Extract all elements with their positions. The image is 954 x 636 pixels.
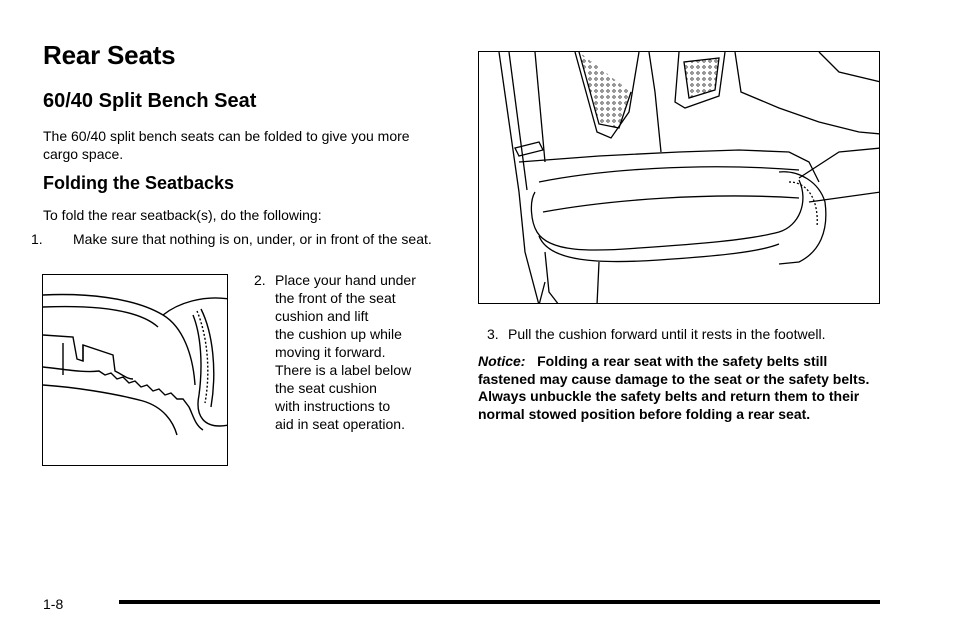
step-2-line: with instructions to [275,398,391,414]
step-2-line: There is a label below [275,362,412,378]
intro-paragraph: The 60/40 split bench seats can be folded to give you more cargo space. [43,128,410,162]
seat-cushion-illustration [42,274,228,466]
page-number: 1-8 [43,596,64,612]
notice-text: Folding a rear seat with the safety belts still fastened may cause damage to the seat or the safety belts. Always unbuckle the safety belts and return them to their normal stowed position before folding a rear seat. [478,353,870,422]
step-3 [487,325,887,343]
step-2 [254,271,449,433]
section-title: 60/40 Split Bench Seat [43,90,257,112]
rear-seat-drawing [479,52,880,304]
step-2-line: the cushion up while [275,326,402,342]
step-2-line: the seat cushion [275,380,377,396]
step-2-line: Place your hand under [275,272,416,288]
step-2-line: aid in seat operation. [275,416,405,432]
step-3-text: Pull the cushion forward until it rests in the footwell. [508,326,826,342]
seat-cushion-drawing [43,275,228,466]
step-1-text: Make sure that nothing is on, under, or in front of the seat. [73,231,432,247]
page-title: Rear Seats [43,40,176,70]
rear-seat-folded-illustration [478,51,880,304]
step-2-line: the front of the seat [275,290,396,306]
step-3-number: 3. [487,326,499,342]
step-2-line: moving it forward. [275,344,386,360]
footer-rule [119,600,880,604]
notice-label: Notice: [478,353,526,369]
lead-paragraph: To fold the rear seatback(s), do the following: [43,207,322,223]
step-2-number: 2. [254,272,266,288]
subsection-title: Folding the Seatbacks [43,173,235,193]
notice-block [478,353,878,423]
step-1 [31,230,463,248]
step-1-number: 1. [31,231,43,247]
step-2-line: cushion and lift [275,308,369,324]
